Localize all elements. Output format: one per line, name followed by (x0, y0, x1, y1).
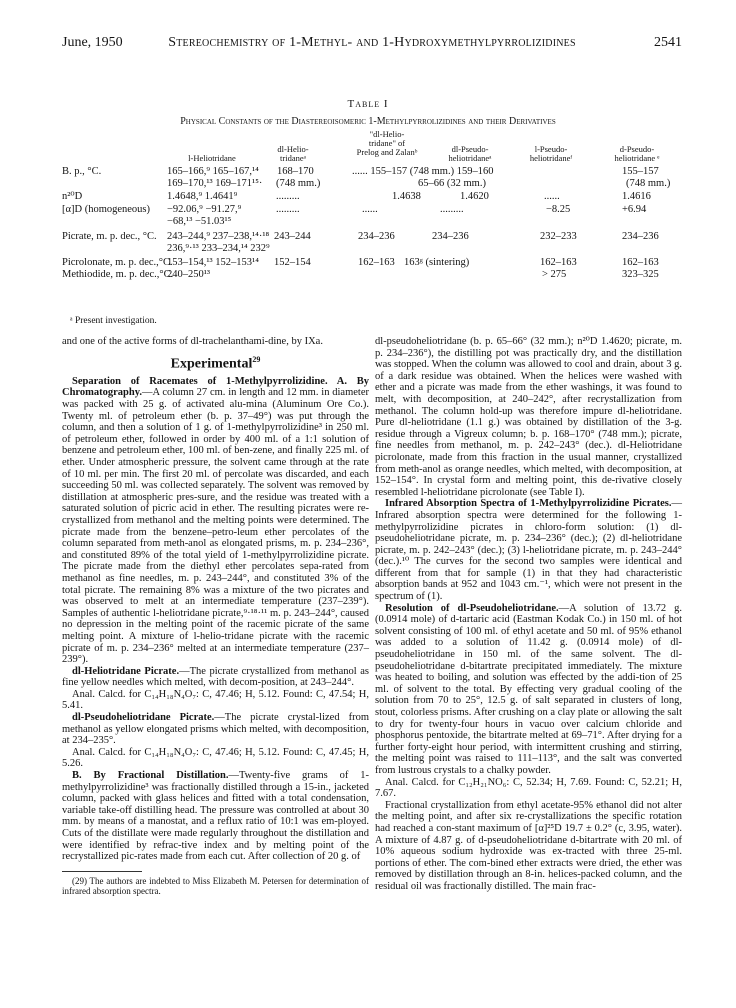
cell: 236,⁹·¹³ 233–234,¹⁴ 232⁹ (167, 243, 270, 254)
table-col-header: dl-Pseudo- heliotridaneᵃ (448, 144, 492, 163)
row-label: B. p., °C. (62, 166, 102, 177)
left-column (62, 336, 369, 897)
row-label: Picrolonate, m. p. dec.,°C. (62, 257, 173, 268)
cell: 323–325 (622, 269, 659, 280)
header-page-number: 2541 (654, 35, 682, 50)
cell: ......... (276, 204, 300, 215)
cell: 243–244,⁹ 237–238,¹⁴·¹⁸ (167, 231, 270, 242)
cell: 162–163 (540, 257, 577, 268)
cell: 234–236 (622, 231, 659, 242)
running-header (62, 35, 682, 53)
table-col-header: l-Pseudo- heliotridaneᶠ (529, 144, 573, 163)
cell: −68,¹³ −51.03¹⁵ (167, 216, 232, 227)
cell: +6.94 (622, 204, 647, 215)
table-col-header: l-Heliotridane (188, 153, 236, 163)
cell: 1.4648,⁹ 1.4641⁹ (167, 191, 238, 202)
paragraph: Separation of Racemates of 1-Methylpyrrolizidine. A. By Chromatography.—A column 27 cm. in length and 12 mm. in diameter was packed with 25 g. of activated alu-mina (Aluminum Ore Co.). Twenty ml. of petroleum ether (b. p. 37–49°) was put through the column, and then a solution of 1 g. of 1-methylpyrrolizidine³ in 250 ml. of petroleum ether, followed in order by 400 ml. of a 1:1 solution of benzene and petroleum ether, 100 ml. of ben-zene, and finally 225 ml. of ether. Under atmospheric pressure, the solvent came through at the rate of 10 ml. per min. The first 20 ml. of percolate was discarded, and each succeeding 50 ml. was collected separately. The solvent was removed by distillation at atmospheric pres-sure, and the residue was treated with a saturated solution of picric acid in ether. The resulting picrates were re-crystallized from methanol and the melting points were determined. The picrate made from the benzene–petro-leum ether percolates of the column separated from meth-anol as elongated prisms, m. p. 234–236°, and constituted 89% of the total yield of 1-methylpyrrolizidine picrate. The picrate made from the diethyl ether percolates sepa-rated from methanol as fine needles, m. p. 243–244°, and constituted 3% of the total picrate. The remaining 8% was a mixture of the two picrates and was observed to melt at an intermediate temperature (237–239°). Samples of authentic l-heliotridane picrate,⁹·¹⁸·¹¹ m. p. 243–244°, caused no depression in the melting point of the racemic picrate of the same melting point. A mixture of l-helio-tridane picrate with the racemic picrate of m. p. 234–236° melted at an intermediate temperature (237–239°). (62, 375, 369, 666)
table-col-header: d-Pseudo- heliotridane ᵉ (614, 144, 660, 163)
cell: (748 mm.) (276, 178, 321, 189)
cell: ......... (440, 204, 464, 215)
cell: ......... (276, 191, 300, 202)
cell: 243–244 (274, 231, 311, 242)
cell: 65–66 (32 mm.) (418, 178, 486, 189)
cell: 168–170 (277, 166, 314, 177)
paragraph: dl-Pseudoheliotridane Picrate.—The picrate crystal-lized from methanol as yellow elongated prisms which melted, with decomposition, at 234–235°. (62, 712, 370, 747)
table-footnote: ᵃ Present investigation. (70, 316, 157, 326)
footnote-divider (62, 871, 142, 872)
row-label: n²⁰D (62, 191, 83, 202)
table-label: Table I (347, 98, 389, 110)
right-column (375, 336, 682, 893)
table-col-header: "dl-Helio- tridane" of Prelog and Zalanᵇ (356, 129, 418, 157)
analysis-line: Anal. Calcd. for C₁₂H₂₁NO₆: C, 52.34; H, 7.69. Found: C, 52.21; H, 7.67. (375, 776, 682, 800)
cell: −92.06,⁹ −91.27,⁹ (167, 204, 242, 215)
cell: −8.25 (546, 204, 571, 215)
cell: ...... (544, 191, 560, 202)
cell: 169–170,¹³ 169–171¹⁵· (167, 178, 263, 189)
paragraph: Infrared Absorption Spectra of 1-Methylpyrrolizidine Picrates.—Infrared absorption spectra were determined for the following 1-methylpyrrolizidine picrates in chloro-form solution: (1) dl-pseudoheliotridane picrate, m. p. 234–236° (dec.); (2) dl-heliotridane picrate, m. p. 242–243° (dec.); (3) l-heliotridane picrate, m. p. 243–244° (dec.).¹⁰ The curves for the second two samples were identical and different from that for sample (1) in that they had characteristic absorption bands at 952 and 1043 cm.⁻¹, which were not present in the spectrum of (1). (375, 498, 682, 603)
analysis-line: Anal. Calcd. for C₁₄H₁₈N₄O₇: C, 47.46; H, 5.12. Found: C, 47.45; H, 5.26. (62, 746, 369, 770)
paragraph: dl-Heliotridane Picrate.—The picrate crystallized from methanol as fine yellow needles which melted, with decom-position, at 243–244°. (62, 665, 369, 689)
cell: ...... (362, 204, 378, 215)
cell: 165–166,⁹ 165–167,¹⁴ (167, 166, 259, 177)
cell: 234–236 (358, 231, 395, 242)
paragraph: Resolution of dl-Pseudoheliotridane.—A solution of 13.72 g. (0.0914 mole) of d-tartaric acid (Eastman Kodak Co.) in 150 ml. of hot solvent consisting of 100 ml. of ethyl acetate and 50 ml. of 95% ethanol was added to a solution of 11.42 g. (0.0914 mole) of dl-pseudoheliotridane in 150 ml. of the same solvent. The dl-pseudoheliotridane d-bitartrate precipitated immediately. The mixture was heated to boiling, and solution was effected by the addi-tion of 25 ml. of solvent to the total. By effecting very gradual cooling of the solution from 70 to 25°, 12.5 g. of salt separated in clusters of long, stout, colorless prisms. After crushing on a clay plate or allowing the salt to dry for twenty-four hours in vacuo over calcium chloride and phosphorus pentoxide, the bitartrate melted at 69–71°. After drying for a further forty-eight hour period, with intermittent crushing and stirring, the melting point was raised to 111–113°, and the salt was converted from lustrous crystals to a chalky powder. (375, 602, 682, 776)
paragraph: dl-pseudoheliotridane (b. p. 65–66° (32 mm.); n²⁰D 1.4620; picrate, m. p. 234–236°), the distilling pot was practically dry, and the distillation was stopped. When the column was allowed to cool and drain, about 3 g. of a dark residue was obtained. When the helices were washed with ether and a picrate was made from the ether washings, it was found to melt, with decomposition, at 240–242°, after recrystallization from methanol. The column hold-up was therefore impure dl-heliotridane. Pure dl-heliotridane (1.1 g.) was obtained by distillation of the 3-g. residue through a Vigreux column; b. p. 168–170° (748 mm.); picrate, fine needles from methanol, m. p. 242–243° (dec.). dl-Heliotridane picrolonate, made from this fraction in the usual manner, crystallized from meth-anol as orange needles, which melted, with decomposition, at 152–154°. In crystal form and melting point, this de-rivative closely resembled l-heliotridane picrolonate (see Table I). (375, 336, 682, 498)
cell: 240–250¹³ (167, 269, 211, 280)
section-heading: Experimental$^{29}$ (170, 354, 261, 372)
cell: > 275 (542, 269, 567, 280)
table-caption: Physical Constants of the Diastereoisomeric 1-Methylpyrrolizidines and their Derivatives (180, 116, 556, 127)
cell: 232–233 (540, 231, 577, 242)
cell: 153–154,¹³ 152–153¹⁴ (167, 257, 259, 268)
paragraph: B. By Fractional Distillation.—Twenty-five grams of 1-methylpyrrolizidine³ was fractionally distilled through a 15-in., jacketed column, packed with glass helices and fitted with a total condensation, variable take-off distilling head. The pressure was controlled at about 30 mm. by means of a manostat, and a reflux ratio of 10:1 was em-ployed. Cuts of the distillate were made regularly throughout the distillation and were identified by refrac-tive index and by melting point of the recrystallized pic-rates made from each cut. After collection of 20 g. of (62, 770, 369, 863)
cell: 1.4620 (460, 191, 489, 202)
header-date: June, 1950 (62, 35, 123, 50)
cell: (748 mm.) (626, 178, 671, 189)
cell: 1.4638 (392, 191, 421, 202)
footnote: (29) The authors are indebted to Miss Elizabeth M. Petersen for determination of infrared absorption spectra. (62, 875, 369, 897)
row-label: Methiodide, m. p. dec.,°C. (62, 269, 174, 280)
cell: 162–163 (622, 257, 659, 268)
cell: 234–236 (432, 231, 469, 242)
cell: ...... 155–157 (748 mm.) 159–160 (352, 166, 494, 177)
intro-paragraph: and one of the active forms of dl-trachelanthami-dine, by IXa. (62, 336, 323, 347)
header-title: Stereochemistry of 1-Methyl- and 1-Hydroxymethylpyrrolizidines (168, 35, 576, 50)
row-label: [α]D (homogeneous) (62, 204, 151, 215)
cell: 1.4616 (622, 191, 651, 202)
analysis-line: Anal. Calcd. for C₁₄H₁₈N₄O₇: C, 47.46; H, 5.12. Found: C, 47.54; H, 5.41. (62, 688, 369, 712)
paragraph: Fractional crystallization from ethyl acetate-95% ethanol did not alter the melting point, and after six re-crystallizations the specific rotation had reached a con-stant maximum of [α]²⁵D 19.7 ± 0.2° (c, 3.95, water). A mixture of 4.87 g. of d-pseudoheliotridane d-bitartrate with 20 ml. of 10% aqueous sodium hydroxide was ex-tracted with three 25-ml. portions of ether. The com-bined ether extracts were dried, the ether was removed by distillation through an 8-in. helices-packed column, and the residual oil was fractionally distilled. The main frac- (375, 799, 682, 892)
cell: 163ᵍ (sintering) (404, 257, 470, 268)
row-label: Picrate, m. p. dec., °C. (62, 231, 157, 242)
cell: 155–157 (622, 166, 659, 177)
table-col-header: dl-Helio- tridaneᵃ (277, 144, 309, 163)
cell: 152–154 (274, 257, 311, 268)
cell: 162–163 (358, 257, 395, 268)
